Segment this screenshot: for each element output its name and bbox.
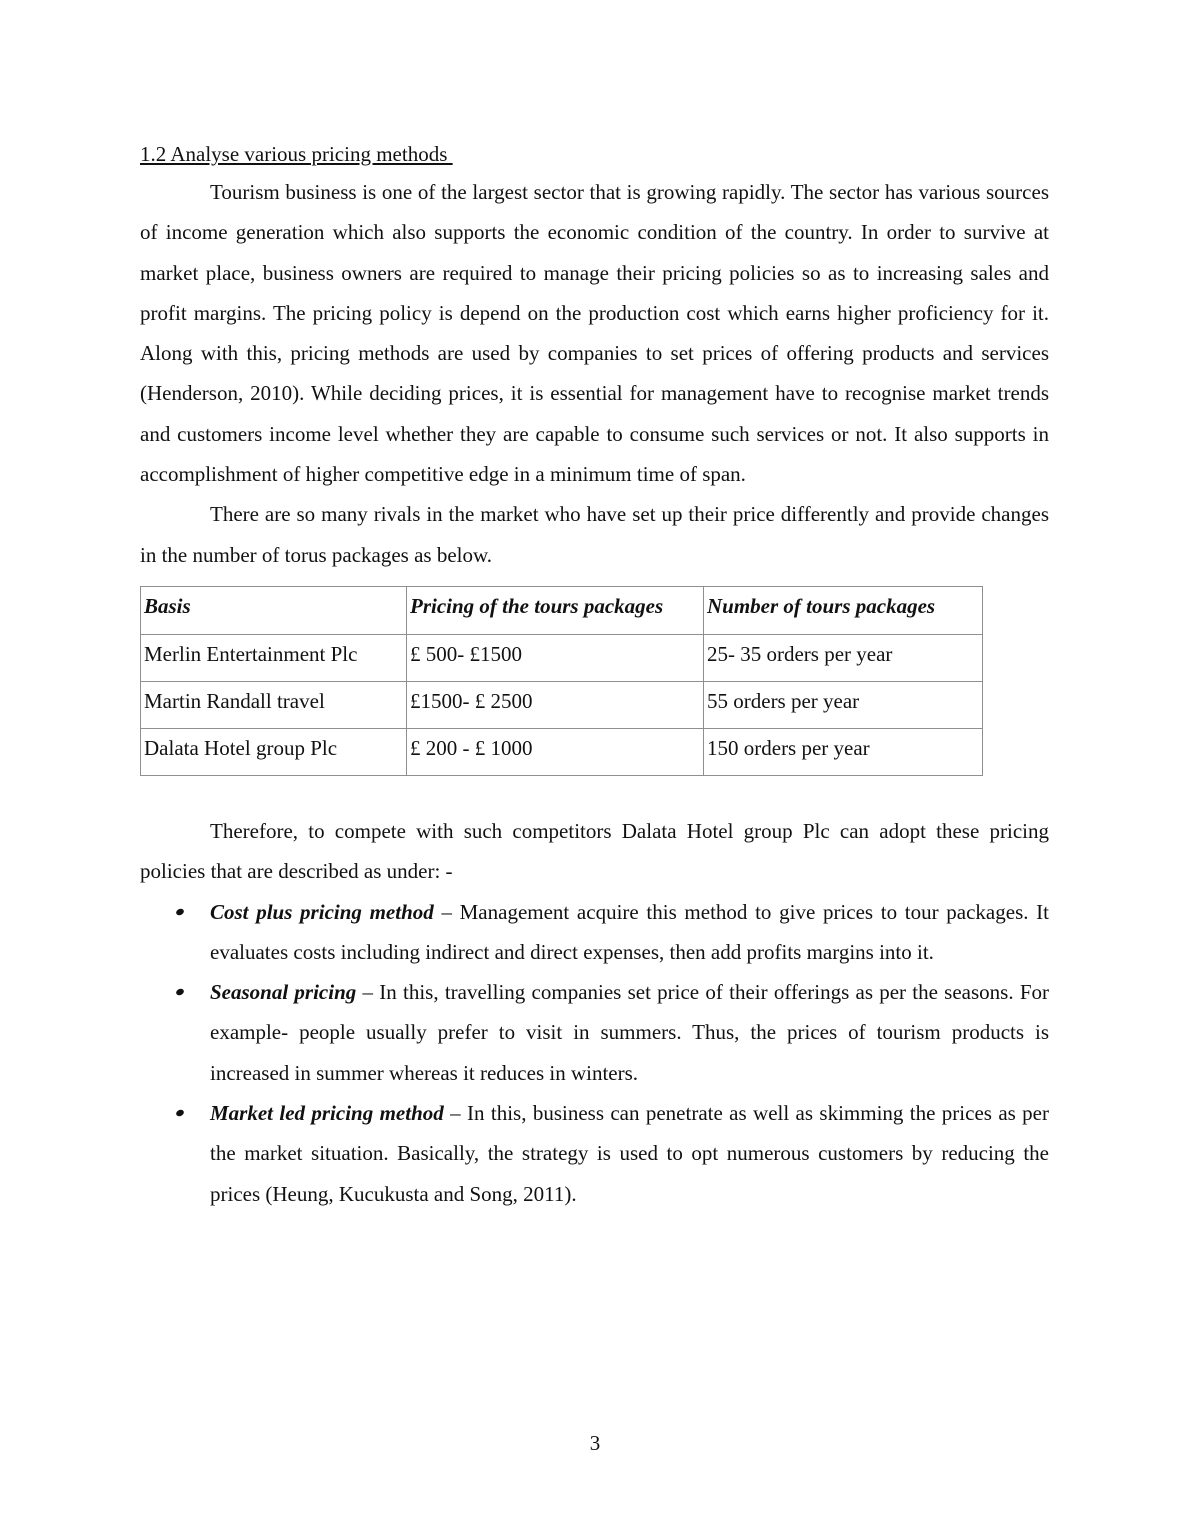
cell-pricing: £ 200 - £ 1000 (407, 728, 704, 775)
bullet-term: Seasonal pricing (210, 980, 357, 1005)
list-item (140, 1093, 1049, 1214)
table-row (141, 634, 983, 681)
header-basis: Basis (141, 586, 407, 634)
cell-pricing: £ 500- £1500 (407, 634, 704, 681)
bullet-icon (175, 1109, 185, 1118)
pricing-methods-list (140, 892, 1049, 1214)
bullet-term: Market led pricing method (210, 1101, 444, 1126)
bullet-text: – In this, business can penetrate as well as skimming the prices as per the market situation. Basically, the strategy is used to opt numerous customers by reducing the prices (Heung, Kucukusta and Song, 2011). (210, 1101, 1049, 1206)
cell-orders: 150 orders per year (704, 728, 983, 775)
pricing-table (140, 586, 983, 776)
cell-company: Martin Randall travel (141, 681, 407, 728)
table-row (141, 728, 983, 775)
bullet-text: – Management acquire this method to give prices to tour packages. It evaluates costs including indirect and direct expenses, then add profits margins into it. (210, 899, 1050, 964)
rivals-paragraph: There are so many rivals in the market who have set up their price differently and provide changes in the number of torus packages as below. (140, 502, 1049, 567)
cell-orders: 55 orders per year (704, 681, 983, 728)
cell-company: Merlin Entertainment Plc (141, 634, 407, 681)
table-header-row (141, 586, 983, 634)
page-number: 3 (589, 1431, 601, 1455)
intro-paragraph: Tourism business is one of the largest sector that is growing rapidly. The sector has various sources of income generation which also supports the economic condition of the country. In order to survive at market place, business owners are required to manage their pricing policies so as to increasing sales and profit margins. The pricing policy is depend on the production cost which earns higher proficiency for it. Along with this, pricing methods are used by companies to set prices of offering products and services (Henderson, 2010). While deciding prices, it is essential for management have to recognise market trends and customers income level whether they are capable to consume such services or not. It also supports in accomplishment of higher competitive edge in a minimum time of span. (140, 180, 1049, 487)
section-heading: 1.2 Analyse various pricing methods (140, 142, 453, 166)
bullet-term: Cost plus pricing method (210, 899, 434, 924)
list-item (140, 972, 1049, 1093)
header-pricing: Pricing of the tours packages (407, 586, 704, 634)
bullet-icon (175, 907, 185, 916)
header-number: Number of tours packages (704, 586, 983, 634)
cell-pricing: £1500- £ 2500 (407, 681, 704, 728)
bullet-icon (175, 988, 185, 997)
cell-orders: 25- 35 orders per year (704, 634, 983, 681)
list-item (140, 892, 1049, 973)
table-row (141, 681, 983, 728)
cell-company: Dalata Hotel group Plc (141, 728, 407, 775)
document-page (140, 138, 1049, 1214)
bullet-text: – In this, travelling companies set price of their offerings as per the seasons. For example- people usually prefer to visit in summers. Thus, the prices of tourism products is increased in summer whereas it reduces in winters. (210, 980, 1050, 1085)
therefore-paragraph: Therefore, to compete with such competitors Dalata Hotel group Plc can adopt these pricing policies that are described as under: - (140, 818, 1049, 884)
